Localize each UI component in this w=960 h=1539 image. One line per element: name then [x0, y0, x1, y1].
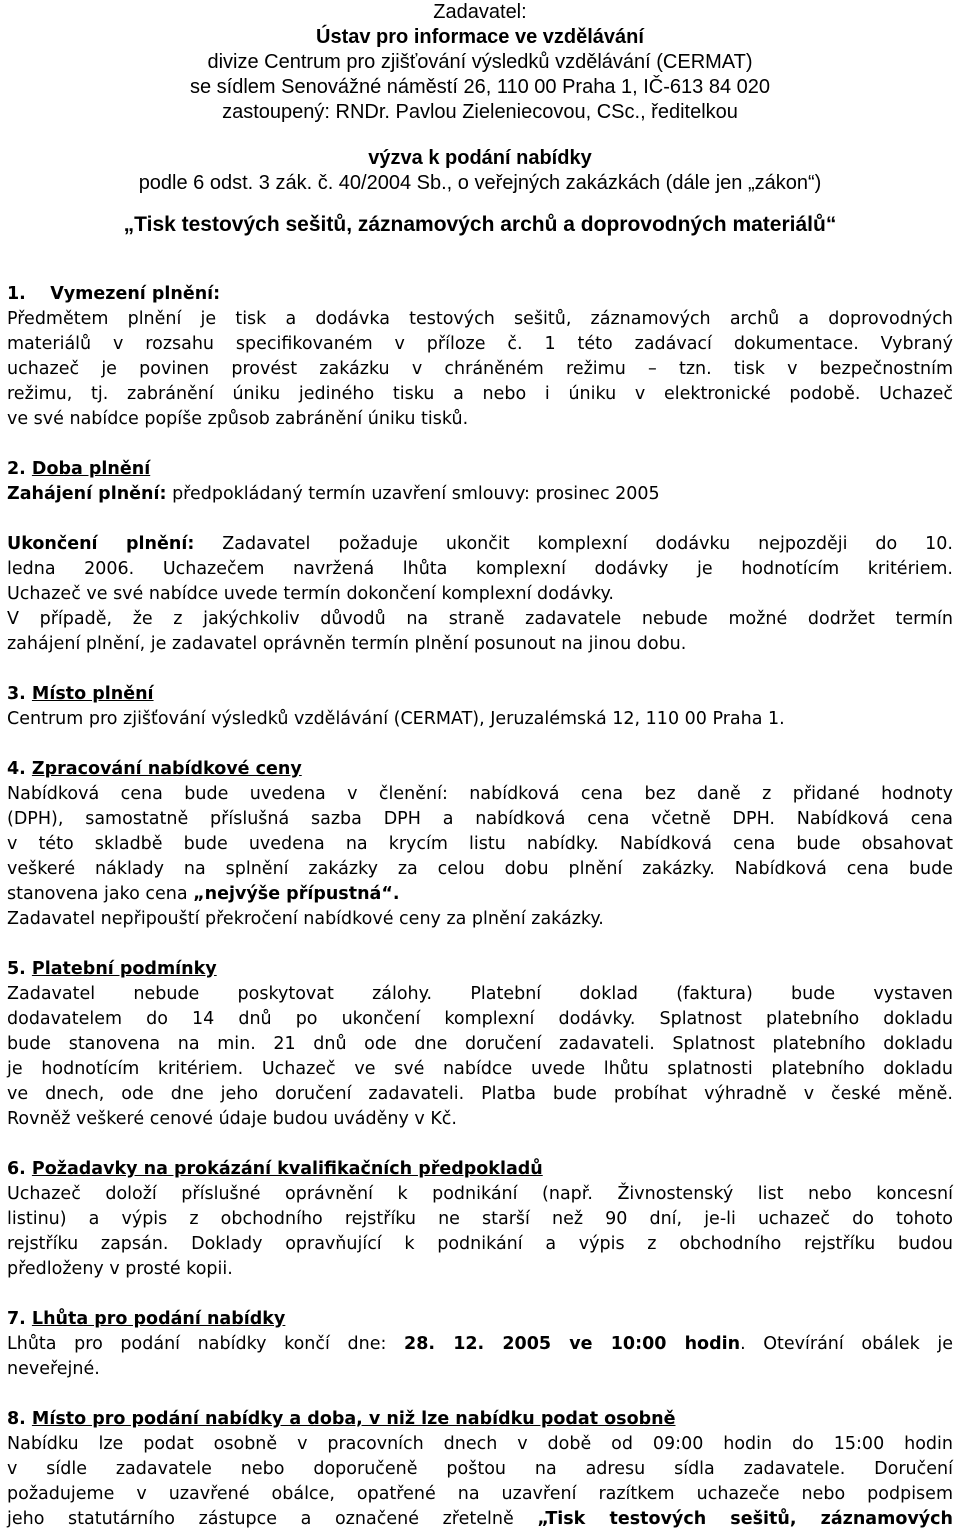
section-5-line: bude stanovena na min. 21 dnů ode dne doručení zadavateli. Splatnost platebního dokladu — [7, 1034, 953, 1054]
organization-name: Ústav pro informace ve vzdělávání — [316, 26, 644, 48]
section-4-line: stanovena jako cena „nejvýše přípustná“. — [7, 884, 400, 904]
section-1-line: ve své nabídce popíše způsob zabránění úniku tisků. — [7, 409, 469, 429]
section-8-line: v sídle zadavatele nebo doporučeně poštou na adresu sídla zadavatele. Doručení — [7, 1459, 953, 1479]
section-5-heading: 5. Platební podmínky — [7, 959, 217, 979]
section-2-line: zahájení plnění, je zadavatel oprávněn termín plnění posunout na jinou dobu. — [7, 634, 687, 654]
section-7-heading: 7. Lhůta pro podání nabídky — [7, 1309, 286, 1329]
section-4-line: veškeré náklady na splnění zakázky za celou dobu plnění zakázky. Nabídková cena bude — [7, 859, 953, 879]
section-7 — [7, 1307, 953, 1382]
section-8-line: jeho statutárního zástupce a označené zřetelně „Tisk testových sešitů, záznamových — [7, 1509, 953, 1529]
zadavatel-label: Zadavatel: — [433, 1, 527, 23]
section-7-line: neveřejné. — [7, 1359, 100, 1379]
representative-line: zastoupený: RNDr. Pavlou Zieleniecovou, CSc., ředitelkou — [222, 101, 738, 123]
section-1-line: režimu, tj. zabránění úniku jediného tisku a nebo i úniku v elektronické podobě. Uchazeč — [7, 384, 953, 404]
section-6 — [7, 1157, 953, 1282]
section-4 — [7, 757, 953, 932]
start-of-performance: Zahájení plnění: předpokládaný termín uzavření smlouvy: prosinec 2005 — [7, 484, 660, 504]
call-title: výzva k podání nabídky — [368, 147, 592, 169]
section-3-heading: 3. Místo plnění — [7, 684, 154, 704]
section-1-line: Předmětem plnění je tisk a dodávka testových sešitů, záznamových archů a doprovodných — [7, 309, 953, 329]
section-5-line: je hodnotícím kritériem. Uchazeč ve své nabídce uvede lhůtu splatnosti platebního dokladu — [7, 1059, 953, 1079]
section-5-line: dodavatelem do 14 dnů po ukončení komplexní dodávky. Splatnost platebního dokladu — [7, 1009, 953, 1029]
deadline-value: 28. 12. 2005 ve 10:00 hodin — [404, 1334, 741, 1354]
section-6-line: předloženy v prosté kopii. — [7, 1259, 233, 1279]
section-4-line: Nabídková cena bude uvedena v členění: nabídková cena bez daně z přidané hodnoty — [7, 784, 953, 804]
section-5 — [7, 957, 953, 1132]
section-1-line: uchazeč je povinen provést zakázku v chráněném režimu – tzn. tisk v bezpečnostním — [7, 359, 953, 379]
section-8-heading: 8. Místo pro podání nabídky a doba, v niž lze nabídku podat osobně — [7, 1409, 676, 1429]
document-header — [0, 0, 960, 237]
section-2-line: Uchazeč ve své nabídce uvede termín dokončení komplexní dodávky. — [7, 584, 614, 604]
section-1-heading: 1. Vymezení plnění: — [7, 284, 221, 304]
contract-subject: „Tisk testových sešitů, záznamových archů a doprovodných materiálů“ — [123, 213, 837, 236]
section-8 — [7, 1407, 953, 1532]
division-line: divize Centrum pro zjišťování výsledků vzdělávání (CERMAT) — [207, 51, 753, 73]
section-1-line: materiálů v rozsahu specifikovaném v příloze č. 1 této zadávací dokumentace. Vybraný — [7, 334, 953, 354]
section-2-heading: 2. Doba plnění — [7, 459, 151, 479]
section-6-line: rejstříku zapsán. Doklady opravňující k podnikání a výpis z obchodního rejstříku budou — [7, 1234, 953, 1254]
section-3 — [7, 682, 953, 732]
section-6-line: listinu) a výpis z obchodního rejstříku ne starší než 90 dní, je-li uchazeč do tohoto — [7, 1209, 953, 1229]
section-8-line: Nabídku lze podat osobně v pracovních dnech v době od 09:00 hodin do 15:00 hodin — [7, 1434, 953, 1454]
end-of-performance: Ukončení plnění: Zadavatel požaduje ukončit komplexní dodávku nejpozději do 10. — [7, 534, 953, 554]
section-4-line: (DPH), samostatně příslušná sazba DPH a nabídková cena včetně DPH. Nabídková cena — [7, 809, 953, 829]
section-4-line: v této skladbě bude uvedena na krycím listu nabídky. Nabídková cena bude obsahovat — [7, 834, 953, 854]
section-2 — [7, 457, 953, 657]
section-8-line: požadujeme v uzavřené obálce, opatřené na uzavření razítkem uchazeče nebo podpisem — [7, 1484, 953, 1504]
section-1 — [7, 282, 953, 432]
section-4-line: Zadavatel nepřipouští překročení nabídkové ceny za plnění zakázky. — [7, 909, 604, 929]
legal-basis: podle 6 odst. 3 zák. č. 40/2004 Sb., o veřejných zakázkách (dále jen „zákon“) — [138, 172, 822, 194]
section-5-line: Rovněž veškeré cenové údaje budou uváděny v Kč. — [7, 1109, 457, 1129]
section-2-line: ledna 2006. Uchazečem navržená lhůta komplexní dodávky je hodnotícím kritériem. — [7, 559, 953, 579]
section-6-line: Uchazeč doloží příslušné oprávnění k podnikání (např. Živnostenský list nebo koncesní — [7, 1184, 953, 1204]
address-line: se sídlem Senovážné náměstí 26, 110 00 Praha 1, IČ-613 84 020 — [190, 76, 770, 98]
document-body — [7, 282, 953, 1532]
section-5-line: Zadavatel nebude poskytovat zálohy. Platební doklad (faktura) bude vystaven — [7, 984, 953, 1004]
section-5-line: ve dnech, ode dne jeho doručení zadavateli. Platba bude probíhat výhradně v české měně. — [7, 1084, 953, 1104]
place-of-performance: Centrum pro zjišťování výsledků vzdělávání (CERMAT), Jeruzalémská 12, 110 00 Praha 1. — [7, 709, 785, 729]
section-6-heading: 6. Požadavky na prokázání kvalifikačních předpokladů — [7, 1159, 543, 1179]
section-2-line: V případě, že z jakýchkoliv důvodů na straně zadavatele nebude možné dodržet termín — [7, 609, 953, 629]
section-4-heading: 4. Zpracování nabídkové ceny — [7, 759, 302, 779]
submission-deadline: Lhůta pro podání nabídky končí dne: 28. 12. 2005 ve 10:00 hodin. Otevírání obálek je — [7, 1334, 953, 1354]
